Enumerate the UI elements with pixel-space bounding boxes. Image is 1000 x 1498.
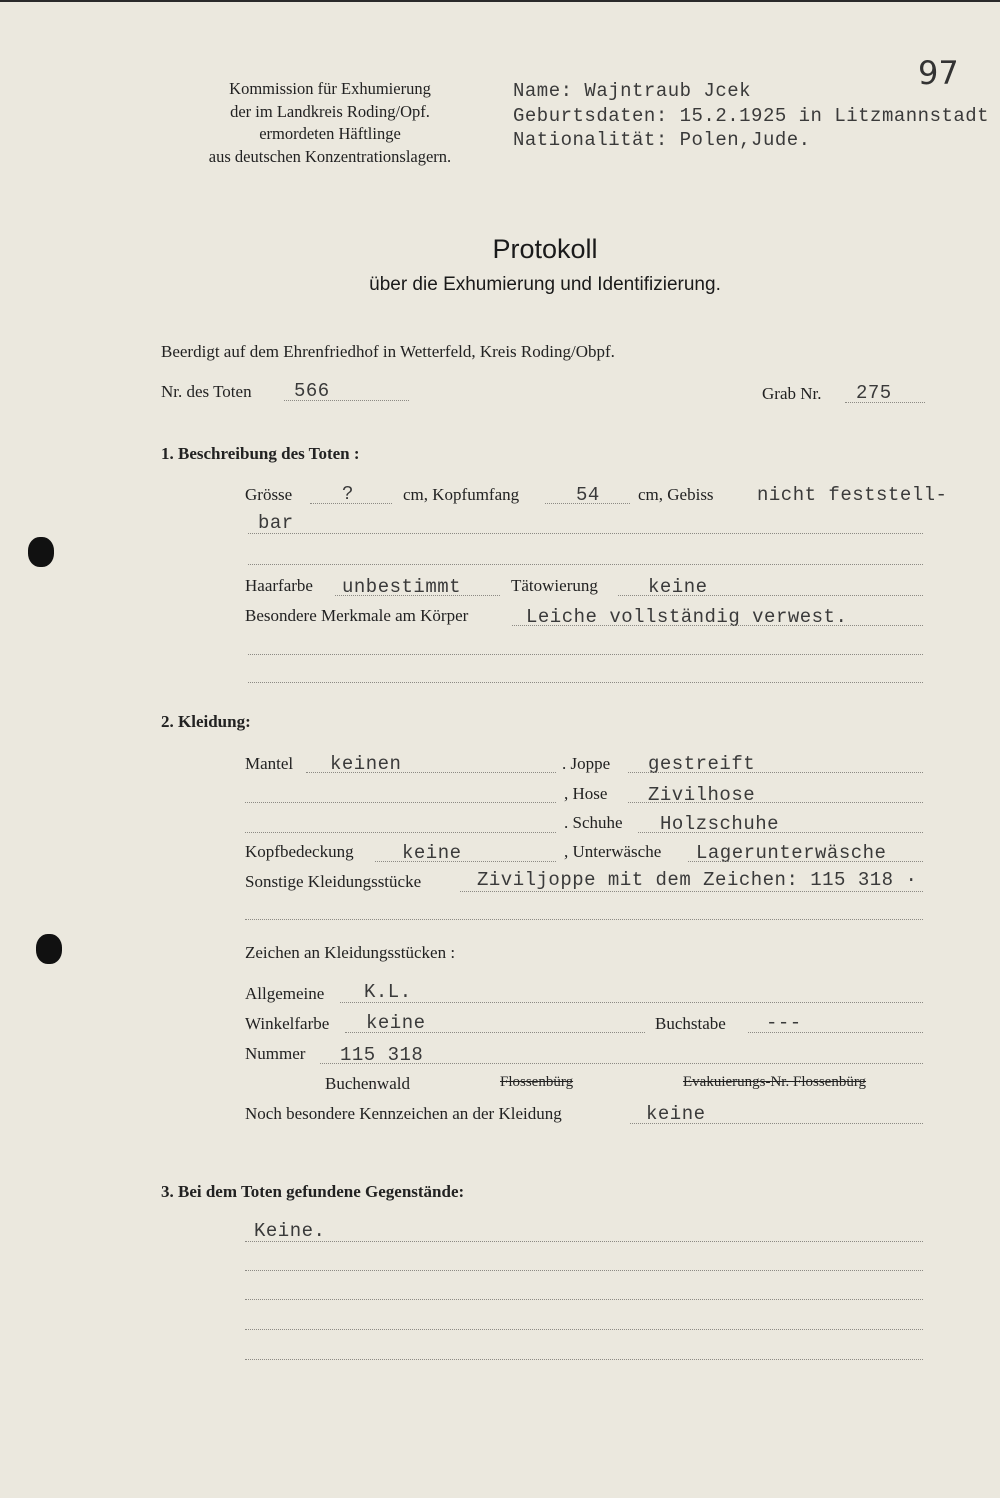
trousers-value: Zivilhose (648, 784, 756, 806)
trousers-label: , Hose (564, 784, 608, 803)
camp-buchenwald: Buchenwald (325, 1074, 410, 1093)
other-line-2 (245, 919, 923, 920)
general-line (340, 1002, 923, 1003)
hair-line (335, 595, 500, 596)
grave-no-line (845, 402, 925, 403)
marks-value: Leiche vollständig verwest. (526, 606, 848, 628)
head-line (545, 503, 630, 504)
birth-line: Geburtsdaten: 15.2.1925 in Litzmannstadt (513, 105, 990, 127)
headwear-line (375, 861, 556, 862)
page-subtitle: über die Exhumierung und Identifizierung. (369, 274, 721, 295)
underwear-label: , Unterwäsche (564, 842, 662, 861)
letter-line (748, 1032, 923, 1033)
grave-no-label: Grab Nr. (762, 384, 822, 403)
letter-label: Buchstabe (655, 1014, 726, 1033)
page-title: Protokoll (492, 234, 598, 264)
special-label: Noch besondere Kennzeichen an der Kleidung (245, 1104, 562, 1123)
camp-evacuation-no: Evakuierungs-Nr. Flossenbürg (683, 1074, 867, 1090)
tattoo-label: Tätowierung (511, 576, 598, 595)
section3-line-4 (245, 1329, 923, 1330)
angle-line (345, 1032, 645, 1033)
commission-line: Kommission für Exhumierung (229, 79, 431, 98)
marks-line (512, 625, 923, 626)
number-line (320, 1063, 923, 1064)
jacket-label: . Joppe (562, 754, 611, 773)
special-value: keine (646, 1103, 706, 1125)
commission-line: der im Landkreis Roding/Opf. (230, 101, 430, 121)
size-value: ? (342, 483, 354, 505)
marks-line-3 (248, 682, 923, 683)
punch-hole-top (28, 537, 54, 567)
cm-teeth-label: cm, Gebiss (638, 485, 714, 504)
headwear-value: keine (402, 842, 462, 864)
section2-heading: 2. Kleidung: (161, 712, 251, 731)
hair-value: unbestimmt (342, 576, 462, 598)
commission-line: ermordeten Häftlinge (259, 124, 401, 143)
coat-label: Mantel (245, 754, 294, 773)
teeth-value: nicht feststell- (757, 484, 948, 506)
commission-block (170, 78, 490, 168)
blank-line (245, 832, 556, 833)
marks-line-2 (248, 654, 923, 655)
section3-value: Keine. (254, 1220, 326, 1242)
burial-text: Beerdigt auf dem Ehrenfriedhof in Wetterfeld, Kreis Roding/Obpf. (161, 342, 615, 361)
coat-line (306, 772, 556, 773)
teeth-line-2 (248, 564, 923, 565)
dead-no-label: Nr. des Toten (161, 382, 252, 401)
marks-heading: Zeichen an Kleidungsstücken : (245, 943, 456, 962)
dead-no-value: 566 (294, 380, 330, 402)
head-value: 54 (576, 484, 600, 506)
blank-line (245, 802, 556, 803)
section3-line (245, 1241, 923, 1242)
section3-line-3 (245, 1299, 923, 1300)
grave-no-value: 275 (856, 382, 892, 404)
general-label: Allgemeine (245, 984, 325, 1003)
special-line (630, 1123, 923, 1124)
tattoo-value: keine (648, 576, 708, 598)
name-line: Name: Wajntraub Jcek (513, 80, 752, 102)
nationality-line: Nationalität: Polen,Jude. (513, 129, 811, 151)
commission-line: aus deutschen Konzentrationslagern. (208, 146, 452, 166)
angle-label: Winkelfarbe (245, 1014, 330, 1033)
section1-heading: 1. Beschreibung des Toten : (161, 444, 360, 463)
shoes-line (638, 832, 923, 833)
other-label: Sonstige Kleidungsstücke (245, 872, 422, 891)
section3-heading: 3. Bei dem Toten gefundene Gegenstände: (161, 1182, 465, 1201)
shoes-label: . Schuhe (564, 813, 623, 832)
dead-no-line (284, 400, 409, 401)
cm-head-label: cm, Kopfumfang (403, 485, 520, 504)
number-value: 115 318 (340, 1044, 424, 1066)
shoes-value: Holzschuhe (660, 813, 780, 835)
teeth-line (248, 533, 923, 534)
section3-line-5 (245, 1359, 923, 1360)
underwear-value: Lagerunterwäsche (696, 842, 887, 864)
punch-hole-bottom (36, 934, 62, 964)
size-label: Grösse (245, 485, 293, 504)
page-number: 97 (918, 54, 959, 92)
letter-value: --- (766, 1012, 802, 1034)
number-label: Nummer (245, 1044, 306, 1063)
jacket-line (628, 772, 923, 773)
teeth-value-cont: bar (258, 512, 294, 534)
tattoo-line (618, 595, 923, 596)
section3-line-2 (245, 1270, 923, 1271)
angle-value: keine (366, 1012, 426, 1034)
size-line (310, 503, 392, 504)
hair-label: Haarfarbe (245, 576, 313, 595)
jacket-value: gestreift (648, 753, 756, 775)
camp-flossenbuerg: Flossenbürg (500, 1074, 574, 1090)
coat-value: keinen (330, 753, 402, 775)
other-value: Ziviljoppe mit dem Zeichen: 115 318 · (477, 869, 918, 891)
marks-label: Besondere Merkmale am Körper (245, 606, 469, 625)
headwear-label: Kopfbedeckung (245, 842, 354, 861)
other-line (460, 891, 923, 892)
general-value: K.L. (364, 981, 412, 1003)
underwear-line (688, 861, 923, 862)
trousers-line (628, 802, 923, 803)
